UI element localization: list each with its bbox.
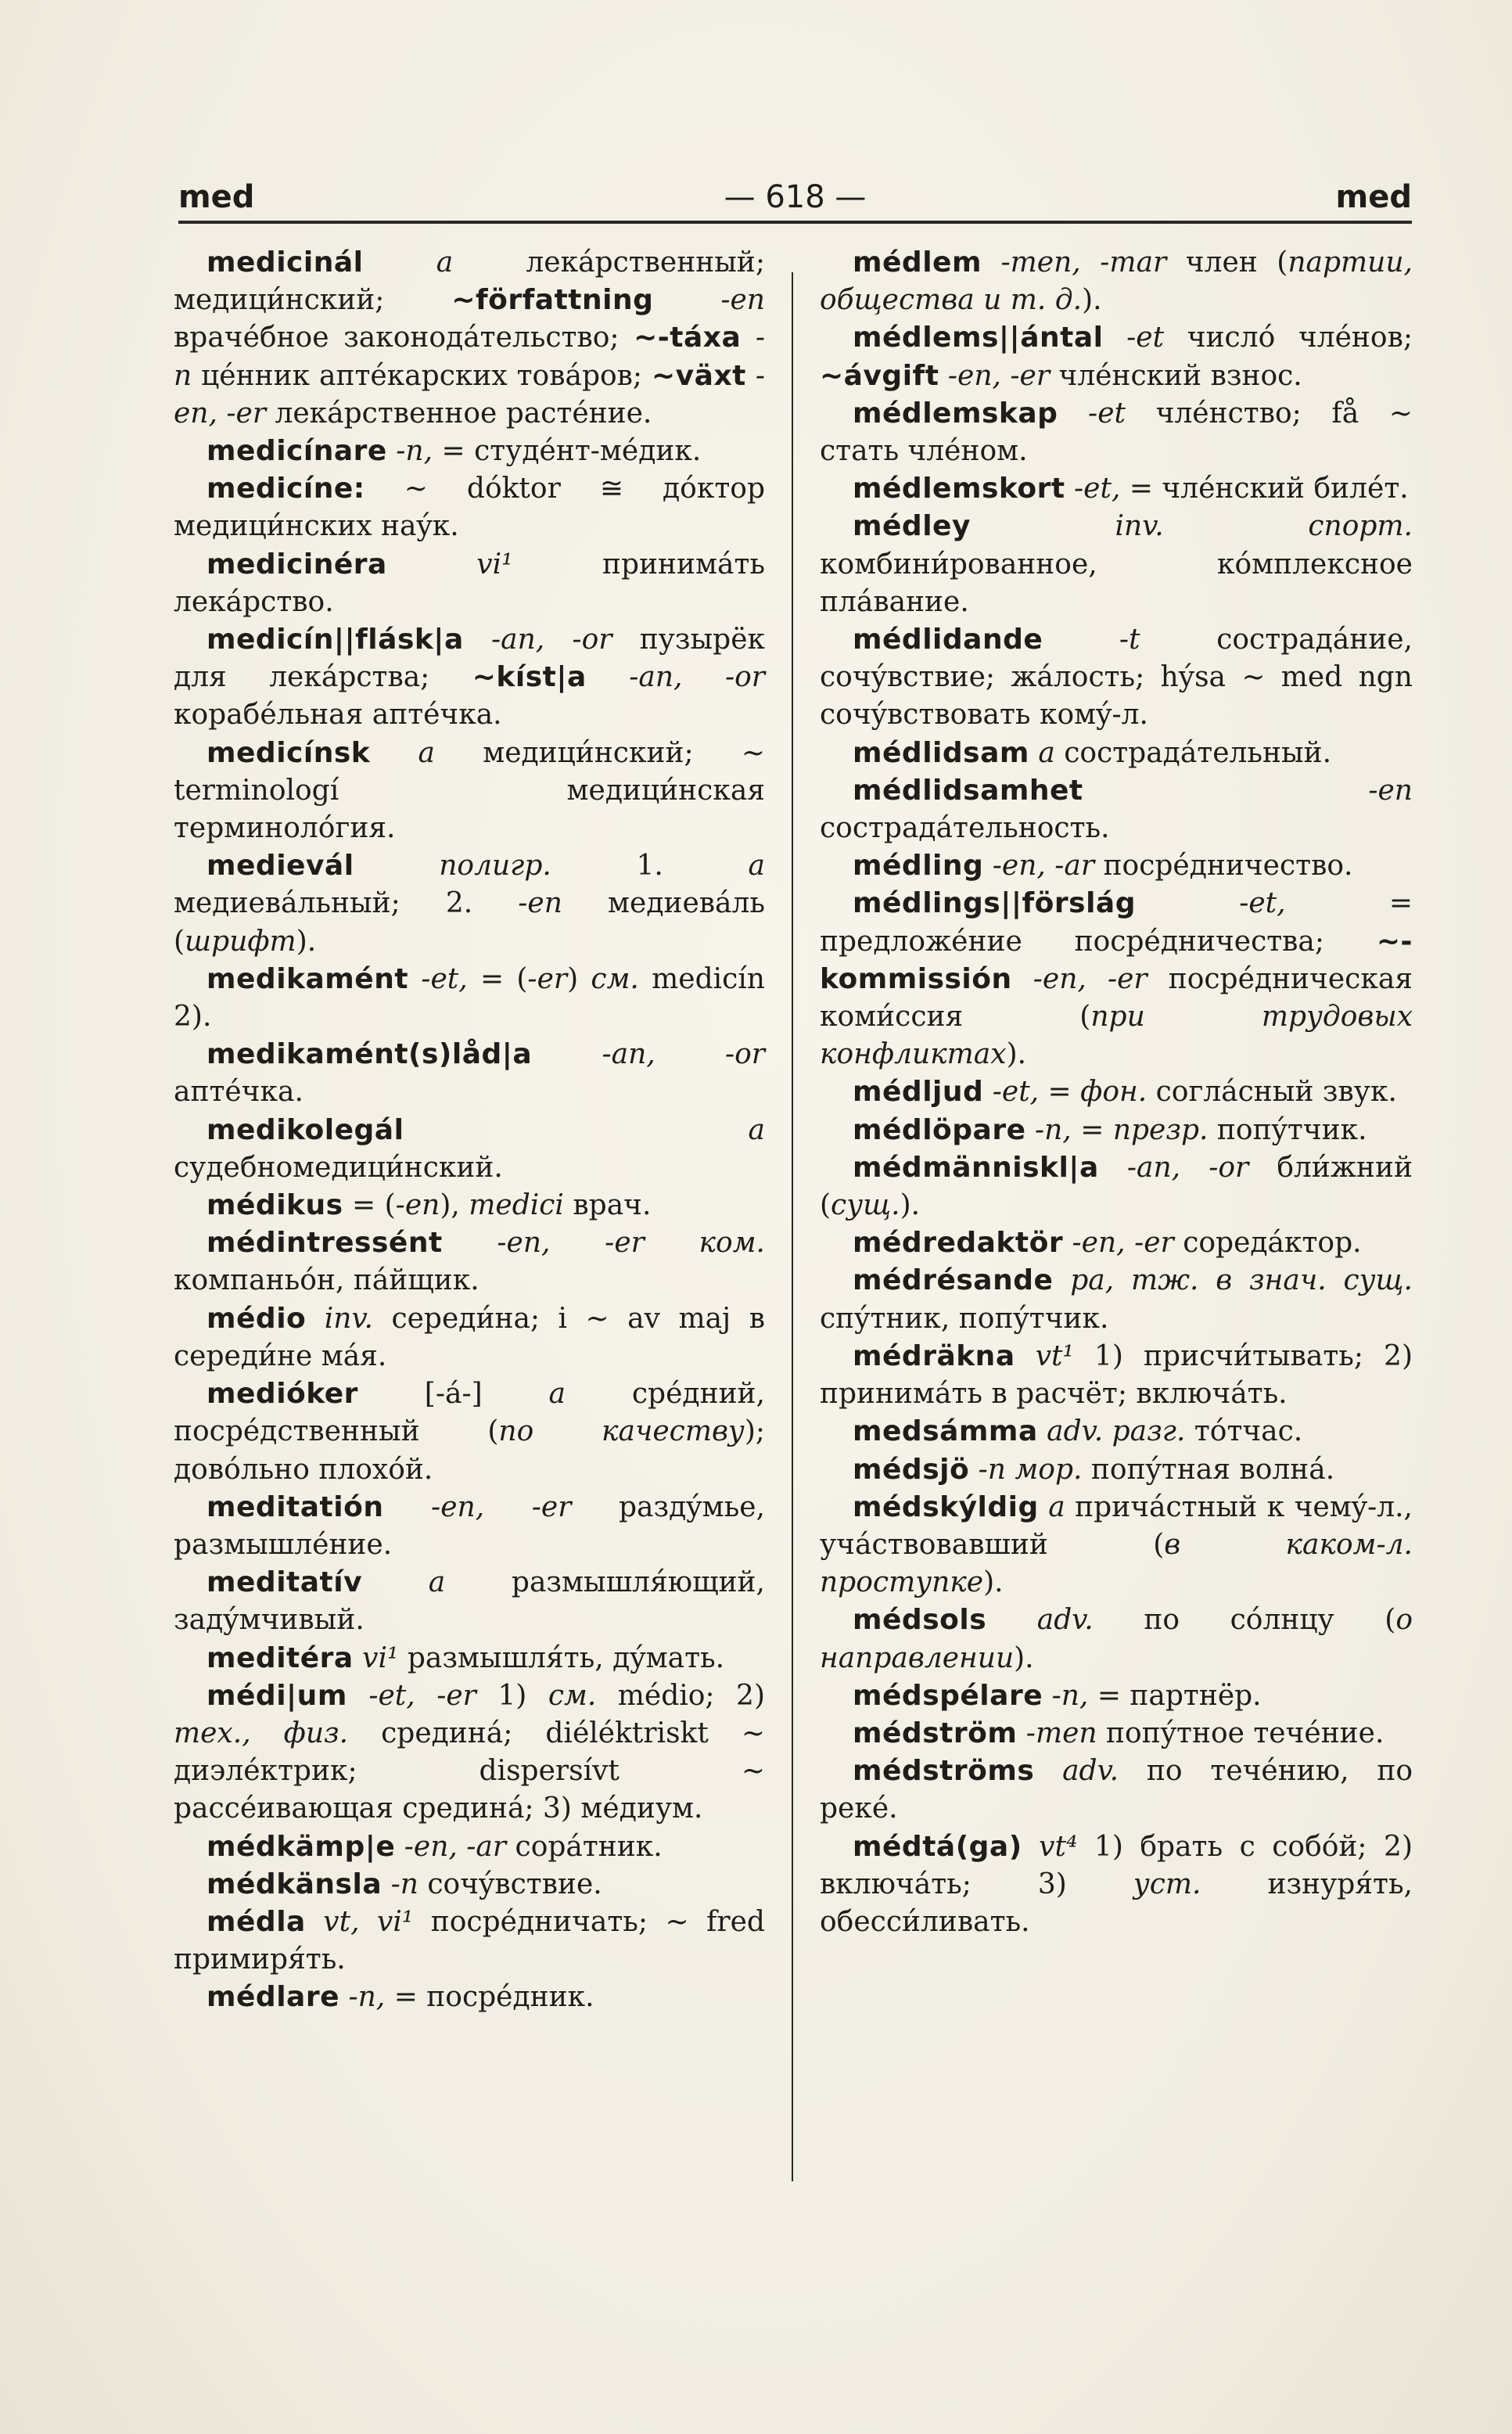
grammar-note: a	[548, 1378, 632, 1411]
grammar-note: -et,	[408, 962, 480, 995]
grammar-note: -et,	[983, 1076, 1048, 1109]
grammar-note: -et,	[1065, 473, 1130, 505]
header-guide-word-right: med	[1335, 179, 1412, 215]
grammar-note: -er	[527, 962, 568, 995]
translation: посрéдничать; ~ fred примиря́ть.	[174, 1905, 765, 1976]
translation: размышля́ть, дýмать.	[407, 1641, 725, 1674]
headword: médlidsam	[853, 736, 1029, 769]
headword: médtá(ga)	[853, 1830, 1022, 1863]
headword: médlidande	[853, 624, 1043, 656]
headword: médla	[207, 1905, 306, 1938]
dictionary-entry	[820, 1224, 1413, 1262]
headword: médlem	[853, 246, 982, 279]
translation: лекáрственное растéние.	[275, 397, 652, 430]
translation: спýтник, попýтчик.	[820, 1302, 1109, 1335]
grammar-note: -en, -er	[383, 1490, 619, 1523]
translation: размышля́ющий, задýмчивый.	[174, 1566, 765, 1637]
headword: médljud	[853, 1076, 984, 1109]
translation: тóтчас.	[1194, 1415, 1303, 1448]
headword: medicinál	[207, 246, 364, 279]
grammar-note: -n мор.	[969, 1453, 1091, 1486]
grammar-note: -en	[1083, 774, 1413, 807]
headword: medicínsk	[207, 736, 371, 769]
grammar-note: полигр.	[354, 850, 637, 883]
headword: medievál	[207, 850, 354, 883]
dictionary-entry	[820, 244, 1413, 319]
translation: сострадáние, сочýвствие; жáлость; hýsa ~ med ngn сочýвствовать комý-л.	[820, 624, 1413, 732]
translation: цéнник аптéкарских товáров;	[201, 359, 652, 392]
grammar-note: adv.	[986, 1604, 1144, 1637]
headword: médskýldig	[853, 1490, 1039, 1523]
translation: ).	[1082, 284, 1102, 317]
grammar-note: -an, -or	[1098, 1151, 1277, 1184]
grammar-note: по качеству	[498, 1415, 745, 1448]
grammar-note: adv.	[1034, 1755, 1147, 1788]
dictionary-entry	[174, 1904, 765, 1979]
headword: médkämp|e	[207, 1830, 396, 1863]
headword: medicíne:	[207, 473, 365, 505]
headword: médmänniskl|a	[853, 1151, 1099, 1184]
translation: медици́нский; ~ terminologí медици́нская терминолóгия.	[174, 736, 765, 845]
dictionary-entry	[174, 1300, 765, 1375]
translation: член (	[1185, 246, 1288, 279]
dictionary-entry	[820, 885, 1413, 1073]
grammar-note: см.	[591, 962, 639, 995]
grammar-note: -an, -or	[463, 624, 640, 656]
grammar-note: -en	[395, 1189, 440, 1222]
translation: ).	[296, 925, 317, 958]
translation: пузырёк для лекáрства;	[174, 624, 765, 694]
grammar-note: -t	[1043, 624, 1217, 656]
translation: médio; 2)	[596, 1679, 765, 1712]
grammar-note: шрифт	[185, 925, 296, 958]
translation: попýтная волнá.	[1090, 1453, 1335, 1486]
translation: изнуря́ть, обесси́ливать.	[820, 1868, 1413, 1938]
translation: раздýмье, размышлéние.	[174, 1490, 765, 1561]
dictionary-entry	[820, 1073, 1413, 1111]
dictionary-entry	[174, 1677, 765, 1828]
grammar-note: -et,	[1135, 887, 1389, 920]
translation: ).	[983, 1566, 1004, 1599]
grammar-note: -men, -mar	[981, 246, 1186, 279]
headword: medsámma	[853, 1415, 1038, 1448]
headword: médlidsamhet	[853, 774, 1083, 807]
headword: meditéra	[207, 1641, 354, 1674]
translation: ); довóльно плохóй.	[174, 1415, 765, 1486]
header-guide-word-left: med	[178, 179, 255, 215]
grammar-note: vt, vi¹	[305, 1905, 431, 1938]
grammar-note: -n,	[339, 1981, 394, 2014]
translation: лекáрственный; медици́нский;	[174, 246, 765, 317]
dictionary-entry	[820, 847, 1413, 885]
dictionary-entry	[174, 1036, 765, 1111]
dictionary-entry	[820, 1112, 1413, 1149]
grammar-note: -en, -er	[1063, 1227, 1183, 1260]
headword: ~ávgift	[820, 359, 939, 392]
translation: 1) присчи́тывать; 2) принимáть в расчёт; включáть.	[820, 1339, 1413, 1411]
headword: médikus	[207, 1189, 343, 1222]
dictionary-entry	[820, 1338, 1413, 1413]
grammar-note: a	[363, 246, 526, 279]
dictionary-entry	[820, 1828, 1413, 1942]
grammar-note: -en	[653, 284, 765, 317]
dictionary-entry	[174, 1828, 765, 1866]
headword: médlöpare	[853, 1113, 1026, 1146]
translation: 1.	[636, 850, 749, 883]
translation: члéнство; få ~ стать члéном.	[820, 397, 1413, 468]
grammar-note: см.	[548, 1679, 597, 1712]
translation: члéнский взнос.	[1058, 359, 1302, 392]
translation: [-á-]	[357, 1378, 549, 1411]
headword: médsjö	[853, 1453, 970, 1486]
grammar-note: a	[362, 1566, 512, 1599]
headword: médi|um	[207, 1679, 347, 1712]
dictionary-entry	[174, 621, 765, 735]
headword: meditatív	[207, 1566, 363, 1599]
grammar-note: сущ.	[831, 1189, 900, 1222]
headword: ~kíst|a	[472, 661, 587, 694]
dictionary-entry	[820, 735, 1413, 772]
headword: médspélare	[853, 1679, 1043, 1712]
headword: médström	[853, 1717, 1018, 1749]
dictionary-entry	[174, 1640, 765, 1677]
translation: = партнёр.	[1097, 1679, 1262, 1712]
headword: medicínare	[207, 435, 387, 468]
grammar-note: pa, тж. в знач. сущ.	[1053, 1264, 1413, 1297]
grammar-note: партии, общества и т. д.	[820, 246, 1413, 317]
grammar-note: inv. спорт.	[970, 510, 1413, 543]
dictionary-entry	[174, 1979, 765, 2016]
headword: médio	[207, 1302, 307, 1335]
translation: попýтное течéние.	[1106, 1717, 1385, 1749]
translation: ).	[1014, 1641, 1034, 1674]
translation: =	[1080, 1113, 1113, 1146]
headword: ~-kommissión	[820, 925, 1413, 995]
dictionary-entry	[174, 1112, 765, 1187]
grammar-note: a	[1038, 1490, 1076, 1523]
headword: médredaktör	[853, 1227, 1064, 1260]
grammar-note: vt¹	[1015, 1339, 1095, 1372]
headword: médling	[853, 850, 984, 883]
headword: ~växt	[652, 359, 746, 392]
grammar-note: -en, -er	[1011, 962, 1169, 995]
translation: аптéчка.	[174, 1076, 303, 1109]
grammar-note: inv.	[306, 1302, 392, 1335]
dictionary-entry	[820, 772, 1413, 847]
dictionary-entry	[174, 546, 765, 621]
grammar-note: -n,	[1025, 1113, 1081, 1146]
translation: =	[1047, 1076, 1081, 1109]
grammar-note: vt⁴	[1022, 1830, 1094, 1863]
dictionary-entry	[820, 1715, 1413, 1753]
grammar-note: vi¹	[353, 1641, 408, 1674]
headword: médlare	[207, 1981, 339, 2014]
translation: сочýвствие.	[427, 1868, 602, 1900]
grammar-note: -en, -ar	[983, 850, 1104, 883]
grammar-note: vi¹	[386, 548, 602, 581]
translation: ).	[1006, 1038, 1027, 1071]
headword: medikamént(s)låd|a	[207, 1038, 533, 1071]
translation: = (	[479, 962, 528, 995]
headword: médlings||förslág	[853, 887, 1136, 920]
translation: по сóлнцу (	[1144, 1604, 1396, 1637]
grammar-note: medici	[469, 1189, 564, 1222]
dictionary-entry	[174, 433, 765, 470]
translation: корабéльная аптéчка.	[174, 699, 502, 732]
dictionary-entry	[174, 847, 765, 961]
grammar-note: -et	[1058, 397, 1156, 430]
translation: медиевáль (	[174, 887, 765, 958]
page-number: — 618 —	[724, 179, 867, 215]
headword: ~-táxa	[634, 322, 742, 354]
grammar-note: -men	[1017, 1717, 1107, 1749]
translation: врачéбное законодáтельство;	[174, 322, 634, 354]
translation: )	[567, 962, 591, 995]
grammar-note: -en, -er	[174, 359, 765, 430]
grammar-note: -an, -or	[532, 1038, 765, 1071]
translation: медиевáльный; 2.	[174, 887, 519, 920]
dictionary-entry	[820, 1413, 1413, 1451]
headword: medióker	[207, 1378, 358, 1411]
dictionary-entry	[174, 1187, 765, 1224]
dictionary-entry	[820, 1149, 1413, 1224]
headword: meditatión	[207, 1490, 384, 1523]
dictionary-entry	[174, 1866, 765, 1904]
dictionary-entry	[174, 244, 765, 433]
dictionary-entry	[174, 470, 765, 545]
translation: принимáть лекáрство.	[174, 548, 765, 618]
grammar-note: о направлении	[820, 1604, 1413, 1674]
grammar-note: презр.	[1112, 1113, 1209, 1146]
headword: médräkna	[853, 1339, 1015, 1372]
translation: соредáктор.	[1183, 1227, 1362, 1260]
translation: судебномедици́нский.	[174, 1151, 503, 1184]
headword: medikolegál	[207, 1113, 404, 1146]
headword: medicín||flásk|a	[207, 624, 464, 656]
headword: médrésande	[853, 1264, 1054, 1297]
headword: ~författning	[451, 284, 654, 317]
dictionary-entry	[174, 961, 765, 1036]
translation: 1)	[497, 1679, 548, 1712]
translation: medicín 2).	[174, 962, 765, 1034]
grammar-note: a	[1029, 736, 1065, 769]
dictionary-entry	[820, 1489, 1413, 1602]
headword: médley	[853, 510, 971, 543]
translation: = студéнт-мéдик.	[441, 435, 702, 468]
translation: = (	[343, 1189, 396, 1222]
headword: médkänsla	[207, 1868, 382, 1900]
translation: = посрéдник.	[393, 1981, 594, 2014]
translation: бли́жний (	[820, 1151, 1413, 1222]
translation: 1) брать с собóй; 2) включáть; 3)	[820, 1830, 1413, 1900]
headword: médlems||ántal	[853, 322, 1104, 354]
translation: срединá; diéléktriskt ~ диэлéктрик; dispersívt ~ рассéивающая срединá; 3) мéдиум.	[174, 1717, 765, 1825]
grammar-note: -en, -ar	[395, 1830, 515, 1863]
translation: посрéдничество.	[1103, 850, 1353, 883]
dictionary-entry	[174, 1224, 765, 1300]
grammar-note: -et	[1103, 322, 1187, 354]
dictionary-entry	[820, 470, 1413, 508]
translation: = члéнский билéт.	[1129, 473, 1409, 505]
grammar-note: a	[404, 1113, 765, 1146]
right-column	[820, 244, 1413, 1941]
dictionary-entry	[820, 1451, 1413, 1489]
grammar-note: -en, -er ком.	[442, 1227, 765, 1260]
headword: medikamént	[207, 962, 409, 995]
dictionary-entry	[820, 508, 1413, 621]
translation: сострадáтельность.	[820, 812, 1110, 845]
translation: = предложéние посрéдничества;	[820, 887, 1413, 958]
grammar-note: a	[370, 736, 483, 769]
dictionary-entry	[174, 735, 765, 848]
translation: попýтчик.	[1208, 1113, 1367, 1146]
grammar-note: -n	[382, 1868, 428, 1900]
grammar-note: при трудовых конфликтах	[820, 1001, 1413, 1071]
headword: médsols	[853, 1604, 987, 1637]
translation: ),	[440, 1189, 469, 1222]
grammar-note: уст.	[1133, 1868, 1201, 1900]
translation: врач.	[563, 1189, 652, 1222]
dictionary-entry	[174, 1564, 765, 1639]
grammar-note: -an, -or	[586, 661, 765, 694]
grammar-note: -n,	[1043, 1679, 1097, 1712]
dictionary-entry	[820, 621, 1413, 735]
translation: срéдний, посрéдственный (	[174, 1378, 765, 1448]
grammar-note: тех., физ.	[174, 1717, 349, 1749]
translation: сострадáтельный.	[1064, 736, 1332, 769]
translation: по течéнию, по рекé.	[820, 1755, 1413, 1825]
column-divider	[792, 272, 793, 2181]
dictionary-entry	[820, 1753, 1413, 1828]
translation: ).	[900, 1189, 921, 1222]
headword: médintressént	[207, 1227, 443, 1260]
grammar-note: a	[748, 850, 765, 883]
translation: числó члéнов;	[1187, 322, 1413, 354]
dictionary-entry	[820, 395, 1413, 470]
dictionary-entry	[174, 1489, 765, 1564]
dictionary-entry	[820, 1677, 1413, 1715]
dictionary-entry	[820, 319, 1413, 394]
headword: médlemskort	[853, 473, 1065, 505]
grammar-note: -en	[518, 887, 609, 920]
dictionary-entry	[820, 1262, 1413, 1337]
grammar-note: -n	[174, 322, 766, 392]
header-rule	[178, 221, 1412, 224]
grammar-note: в каком-л. проступке	[820, 1528, 1413, 1599]
headword: médlemskap	[853, 397, 1058, 430]
dictionary-entry	[174, 1375, 765, 1489]
translation: причáстный к чемý-л., учáствовавший (	[820, 1490, 1413, 1561]
translation: ~ dóktor ≅ дóктор медици́нских наýк.	[174, 473, 765, 543]
grammar-note: adv. разг.	[1037, 1415, 1194, 1448]
translation: комбини́рованное, кóмплексное плáвание.	[820, 548, 1413, 618]
grammar-note: фон.	[1080, 1076, 1147, 1109]
headword: médströms	[853, 1755, 1035, 1788]
translation: посрéдническая коми́ссия (	[820, 962, 1413, 1034]
dictionary-entry	[820, 1602, 1413, 1677]
translation: соглáсный звук.	[1147, 1076, 1397, 1109]
translation: сорáтник.	[515, 1830, 663, 1863]
translation: середи́на; i ~ av maj в середи́не мáя.	[174, 1302, 765, 1372]
grammar-note: -n,	[386, 435, 442, 468]
page-header	[178, 175, 1412, 219]
translation: компаньóн, пáйщик.	[174, 1264, 479, 1297]
grammar-note: -et, -er	[347, 1679, 498, 1712]
left-column	[174, 244, 765, 2017]
grammar-note: -en, -er	[939, 359, 1059, 392]
headword: medicinéra	[207, 548, 387, 581]
